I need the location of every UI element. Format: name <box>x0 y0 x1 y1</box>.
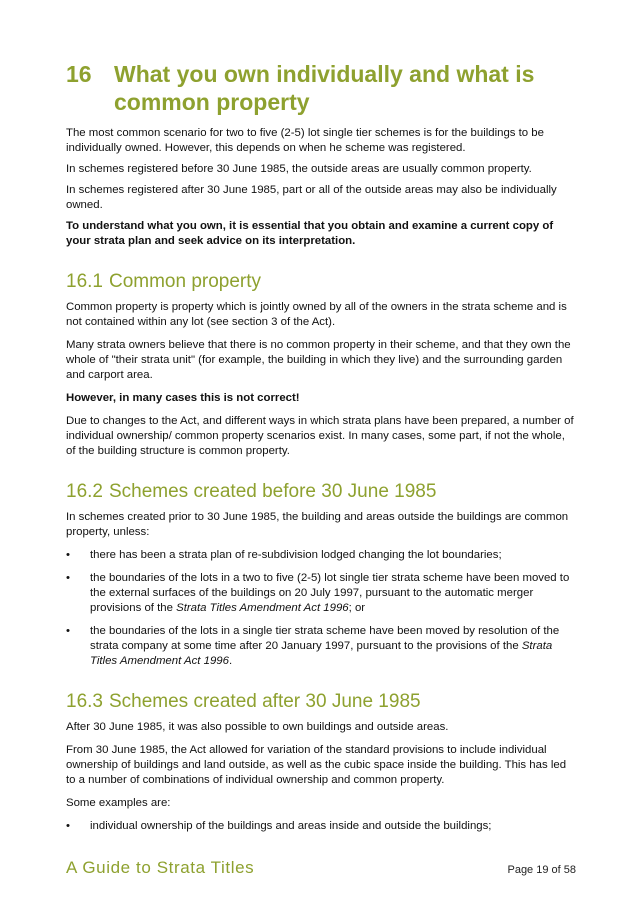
page-footer <box>66 858 576 878</box>
subsection-heading-16-2 <box>66 481 576 503</box>
paragraph: After 30 June 1985, it was also possible to own buildings and outside areas. <box>66 721 449 733</box>
subsection-title: Schemes created after 30 June 1985 <box>108 691 421 712</box>
bullet-icon: • <box>66 572 70 584</box>
paragraph: Common property is property which is jointly owned by all of the owners in the strata scheme and is not contained within any lot (see section 3 of the Act). <box>66 301 567 328</box>
list-item-text: there has been a strata plan of re-subdivision lodged changing the lot boundaries; <box>90 549 502 561</box>
subsection-heading-16-3 <box>66 691 576 713</box>
bullet-list <box>66 819 576 834</box>
paragraph: In schemes created prior to 30 June 1985, the building and areas outside the buildings are common property, unless: <box>66 511 569 538</box>
subsection-title: Common property <box>108 271 262 292</box>
section-title: What you own individually and what is common property <box>114 61 535 115</box>
paragraph: From 30 June 1985, the Act allowed for variation of the standard provisions to include individual ownership of buildings and land outside, as well as the cubic space inside the building. This has led to a number of combinations of individual ownership and common property. <box>66 744 567 786</box>
intro-paragraph-3: In schemes registered after 30 June 1985, part or all of the outside areas may also be individually owned. <box>66 184 557 211</box>
list-item <box>66 548 576 563</box>
footer-title: A Guide to Strata Titles <box>66 858 255 877</box>
list-item <box>66 571 576 616</box>
list-item <box>66 624 576 669</box>
act-title: Strata Titles Amendment Act 1996 <box>176 602 349 614</box>
list-item-text: the boundaries of the lots in a two to five (2-5) lot single tier strata scheme have been moved to the external surfaces of the buildings on 20 July 1997, pursuant to the automatic merger provisions of the Strata Titles Amendment Act 1996; or <box>90 572 570 614</box>
subsection-title: Schemes created before 30 June 1985 <box>108 481 437 502</box>
bullet-icon: • <box>66 549 70 561</box>
intro-paragraph-1: The most common scenario for two to five (2-5) lot single tier schemes is for the buildings to be individually owned. However, this depends on when he scheme was registered. <box>66 127 544 154</box>
subsection-number: 16.3 <box>66 691 103 712</box>
paragraph: However, in many cases this is not correct! <box>66 392 300 404</box>
page-content <box>66 60 576 842</box>
intro-paragraph-2: In schemes registered before 30 June 1985, the outside areas are usually common property. <box>66 163 532 175</box>
act-title: Strata Titles Amendment Act 1996 <box>90 640 553 667</box>
section-heading-16 <box>66 60 576 116</box>
paragraph: Some examples are: <box>66 797 171 809</box>
subsection-number: 16.2 <box>66 481 103 502</box>
paragraph: Many strata owners believe that there is no common property in their scheme, and that they own the whole of "their strata unit" (for example, the building in which they live) and the surrounding garden and carport area. <box>66 339 571 381</box>
bullet-list <box>66 548 576 669</box>
subsection-heading-16-1 <box>66 271 576 293</box>
bullet-icon: • <box>66 820 70 832</box>
section-number: 16 <box>66 61 92 87</box>
subsection-number: 16.1 <box>66 271 103 292</box>
list-item <box>66 819 576 834</box>
list-item-text: the boundaries of the lots in a single tier strata scheme have been moved by resolution of the strata company at some time after 20 January 1997, pursuant to the provisions of the Strata Titles Amendment Act 1996. <box>90 625 560 667</box>
list-item-text: individual ownership of the buildings and areas inside and outside the buildings; <box>90 820 492 832</box>
intro-paragraph-4: To understand what you own, it is essential that you obtain and examine a current copy of your strata plan and seek advice on its interpretation. <box>66 220 554 247</box>
paragraph: Due to changes to the Act, and different ways in which strata plans have been prepared, a number of individual ownership/ common property scenarios exist. In many cases, some part, if not the whole, of the building structure is common property. <box>66 415 574 457</box>
page-number: Page 19 of 58 <box>507 864 576 876</box>
bullet-icon: • <box>66 625 70 637</box>
